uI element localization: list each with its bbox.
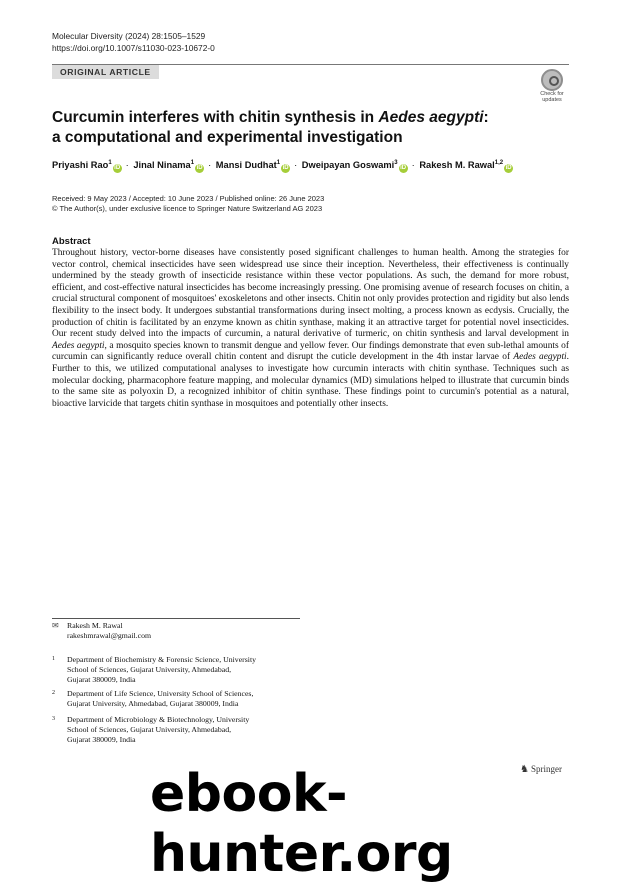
orcid-icon[interactable]: iD [282,165,289,172]
author[interactable]: Mansi Dudhat$^1$ [215,160,281,171]
springer-horse-icon: ♞ [520,764,529,775]
publication-dates: Received: 9 May 2023 / Accepted: 10 June 2023 / Published online: 26 June 2023 © The Author(s), under exclusive licence to Springer Nature Switzerland AG 2023 [52,194,325,213]
doi-link[interactable]: https://doi.org/10.1007/s11030-023-10672-0 [52,43,215,53]
corresponding-email[interactable]: rakeshmrawal@gmail.com [67,631,152,640]
check-updates-label: Check for updates [540,91,564,103]
orcid-icon[interactable]: iD [400,165,407,172]
journal-volume: Molecular Diversity (2024) 28:1505–1529 [52,31,206,41]
journal-citation [52,30,215,54]
check-updates-icon [541,69,563,91]
footnote-rule [52,618,300,619]
check-for-updates-badge[interactable] [537,69,567,101]
affiliation: 2 Department of Life Science, University School of Sciences, Gujarat University, Ahmedabad, Gujarat 380009, India [52,689,254,708]
abstract-heading: Abstract [52,236,91,247]
corresponding-author [52,621,151,641]
author[interactable]: Jinal Ninama$^1$ [133,160,195,171]
author[interactable]: Dweipayan Goswami$^3$ [301,160,398,171]
author-list: Priyashi Rao$^1$iD · Jinal Ninama$^1$iD · Mansi Dudhat$^1$iD · Dweipayan Goswami$^3$iD · Rakesh M. Rawal$^{1,2}$iD [52,160,512,172]
orcid-icon[interactable]: iD [196,165,203,172]
article-title: Curcumin interferes with chitin synthesis in Aedes aegypti: a computational and experimental investigation [52,109,489,146]
envelope-icon: ✉ [52,621,59,630]
author[interactable]: Priyashi Rao$^1$ [52,160,112,171]
affiliation: 1 Department of Biochemistry & Forensic Science, University School of Sciences, Gujarat University, Ahmedabad, Gujarat 380009, India [52,655,257,684]
corresponding-name: Rakesh M. Rawal [67,621,123,630]
copyright-notice: © The Author(s), under exclusive licence to Springer Nature Switzerland AG 2023 [52,204,323,213]
affiliation: 3 Department of Microbiology & Biotechnology, University School of Sciences, Gujarat University, Ahmedabad, Gujarat 380009, India [52,715,250,744]
orcid-icon[interactable]: iD [505,165,512,172]
watermark: ebook-hunter.org [150,764,453,884]
abstract-body: Throughout history, vector-borne diseases have consistently posed significant challenges to human health. Among the strategies for vector control, chemical insecticides have seen widespread use since their inception. Nevertheless, their effectiveness is continually undermined by the steady growth of insecticide resistance within these vector populations. As such, the demand for more robust, efficient, and cost-effective natural insecticides has become increasingly pressing. One promising avenue of research focuses on chitin, a crucial structural component of mosquitoes' exoskeletons and other insects. Chitin not only provides protection and rigidity but also lends flexibility to the insect body. It undergoes substantial transformations during insect molting, a process known as ecdysis. Crucially, the production of chitin is facilitated by an enzyme known as chitin synthase, making it an attractive target for potential novel insecticides. Our recent study delved into the impacts of curcumin, a natural derivative of turmeric, on chitin synthesis and larval development in Aedes aegypti, a mosquito species known to transmit dengue and yellow fever. Our findings demonstrate that even sub-lethal amounts of curcumin can significantly reduce overall chitin content and disrupt the cuticle development in the 4th instar larvae of Aedes aegypti. Further to this, we utilized computational analyses to investigate how curcumin interacts with chitin synthase. Techniques such as molecular docking, pharmacophore feature mapping, and molecular dynamics (MD) simulations helped to illustrate that curcumin binds to the same site as polyoxin D, a recognized inhibitor of chitin synthase. These findings point to curcumin's potential as a natural, bioactive larvicide that targets chitin synthase in mosquitoes and potentially other insects. [52,248,569,409]
orcid-icon[interactable]: iD [114,165,121,172]
publisher-logo: ♞ Springer [520,764,562,775]
author[interactable]: Rakesh M. Rawal$^{1,2}$ [419,160,504,171]
article-type-banner: ORIGINAL ARTICLE [52,65,159,79]
